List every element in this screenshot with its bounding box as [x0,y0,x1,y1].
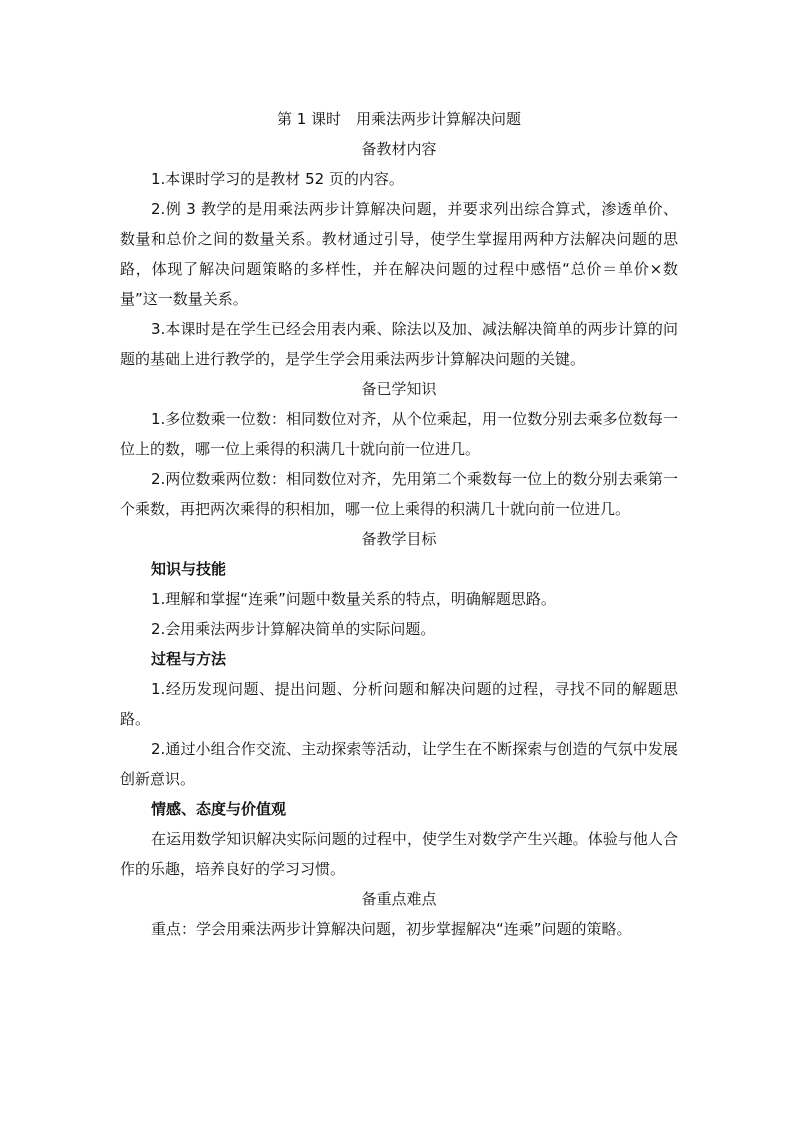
prior-paragraph-2: 2.两位数乘两位数：相同数位对齐，先用第二个乘数每一位上的数分别去乘第一个乘数，再把两次乘得的积相加，哪一位上乘得的积满几十就向前一位进几。 [120,470,678,518]
goals-process-label: 过程与方法 [151,650,227,668]
goals-knowledge-label: 知识与技能 [151,560,227,578]
key-points-paragraph-1: 重点：学会用乘法两步计算解决问题，初步掌握解决“连乘”问题的策略。 [151,920,632,938]
prior-paragraph-1: 1.多位数乘一位数：相同数位对齐，从个位乘起，用一位数分别去乘多位数每一位上的数，哪一位上乘得的积满几十就向前一位进几。 [120,410,678,458]
section-heading-prior-knowledge: 备已学知识 [361,380,437,398]
section-heading-key-points: 备重点难点 [361,890,437,908]
goals-emotion-item-1: 在运用数学知识解决实际问题的过程中，使学生对数学产生兴趣。体验与他人合作的乐趣，培养良好的学习习惯。 [120,830,678,878]
lesson-title: 第 1 课时 用乘法两步计算解决问题 [276,110,522,128]
materials-paragraph-3: 3.本课时是在学生已经会用表内乘、除法以及加、减法解决简单的两步计算的问题的基础上进行教学的，是学生学会用乘法两步计算解决问题的关键。 [120,320,678,368]
goals-knowledge-item-1: 1.理解和掌握“连乘”问题中数量关系的特点，明确解题思路。 [151,590,556,608]
materials-paragraph-1: 1.本课时学习的是教材 52 页的内容。 [151,170,404,188]
materials-paragraph-2: 2.例 3 教学的是用乘法两步计算解决问题，并要求列出综合算式，渗透单价、数量和总价之间的数量关系。教材通过引导，使学生掌握用两种方法解决问题的思路，体现了解决问题策略的多样性，并在解决问题的过程中感悟“总价＝单价×数量”这一数量关系。 [120,200,678,308]
section-heading-goals: 备教学目标 [361,530,437,548]
section-heading-materials: 备教材内容 [361,140,437,158]
document-page [120,104,678,944]
goals-knowledge-item-2: 2.会用乘法两步计算解决简单的实际问题。 [151,620,436,638]
goals-process-item-2: 2.通过小组合作交流、主动探索等活动，让学生在不断探索与创造的气氛中发展创新意识。 [120,740,678,788]
goals-emotion-label: 情感、态度与价值观 [151,800,287,818]
goals-process-item-1: 1.经历发现问题、提出问题、分析问题和解决问题的过程，寻找不同的解题思路。 [120,680,678,728]
